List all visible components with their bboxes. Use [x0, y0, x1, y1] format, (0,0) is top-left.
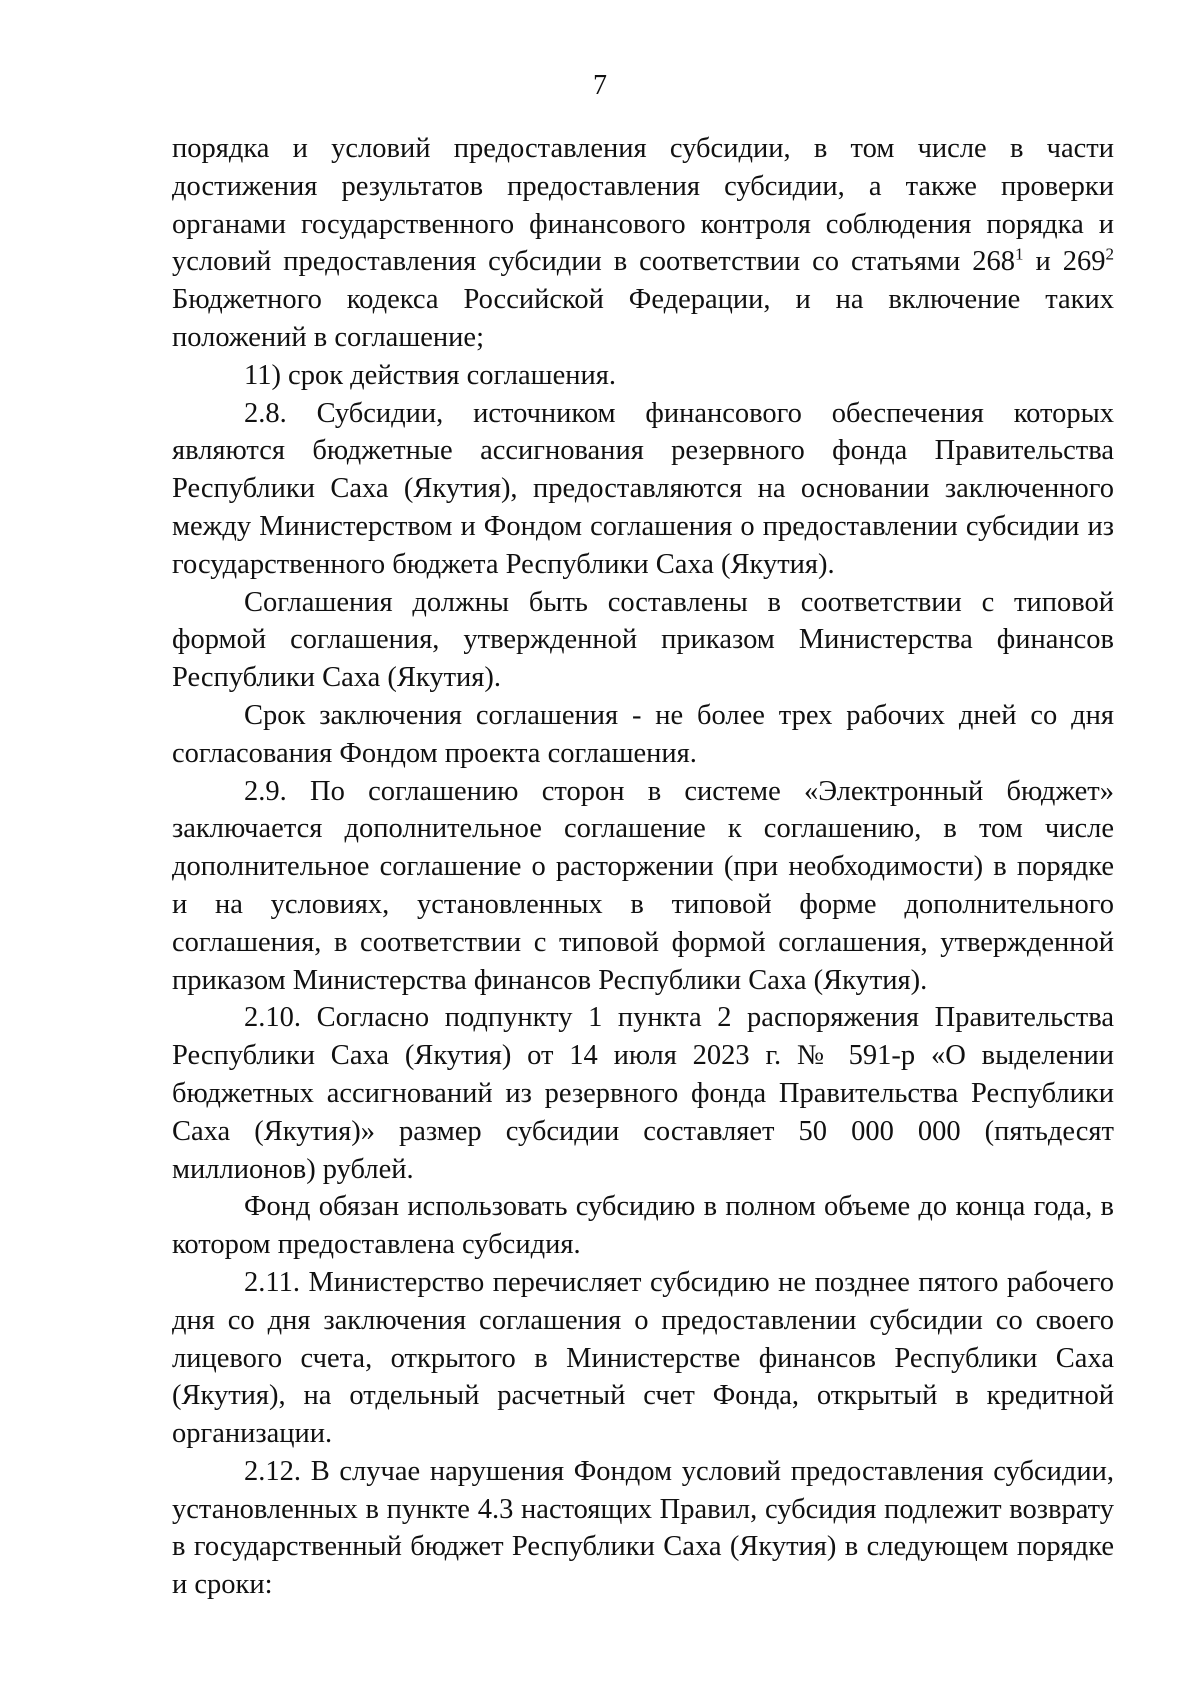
paragraph-text: 2.8. Субсидии, источником финансового обеспечения которых являются бюджетные ассигнования резервного фонда Правительства Республики Саха (Якутия), предоставляются на основании заключенного между Министерством и Фондом соглашения о предоставлении субсидии из государственного бюджета Республики Саха (Якутия).	[172, 397, 1114, 580]
paragraph	[172, 697, 1114, 773]
superscript: 2	[1105, 244, 1114, 264]
paragraph-text: Соглашения должны быть составлены в соответствии с типовой формой соглашения, утвержденной приказом Министерства финансов Республики Саха (Якутия).	[172, 586, 1114, 694]
paragraph	[172, 584, 1114, 697]
paragraph	[172, 1453, 1114, 1604]
page-number: 7	[593, 70, 607, 101]
paragraph	[172, 130, 1114, 357]
paragraph-text: Срок заключения соглашения - не более трех рабочих дней со дня согласования Фондом проекта соглашения.	[172, 699, 1114, 769]
paragraph-text: и 269	[1023, 246, 1106, 278]
paragraph	[172, 395, 1114, 584]
document-body	[172, 130, 1114, 1604]
paragraph-text: 2.11. Министерство перечисляет субсидию не позднее пятого рабочего дня со дня заключения соглашения о предоставлении субсидии со своего лицевого счета, открытого в Министерстве финансов Республики Саха (Якутия), на отдельный расчетный счет Фонда, открытый в кредитной организации.	[172, 1266, 1114, 1450]
paragraph-text: 2.10. Согласно подпункту 1 пункта 2 распоряжения Правительства Республики Саха (Якутия) от 14 июля 2023 г. № 591-р «О выделении бюджетных ассигнований из резервного фонда Правительства Республики Саха (Якутия)» размер субсидии составляет 50 000 000 (пятьдесят миллионов) рублей.	[172, 1002, 1114, 1185]
paragraph-text: порядка и условий предоставления субсидии, в том числе в части достижения результатов предоставления субсидии, а также проверки органами государственного финансового контроля соблюдения порядка и условий предоставления субсидии в соответствии со статьями 268	[172, 133, 1114, 278]
paragraph	[172, 1264, 1114, 1453]
paragraph-text: Бюджетного кодекса Российской Федерации, и на включение таких положений в соглашение;	[172, 284, 1114, 353]
paragraph	[172, 357, 1114, 395]
paragraph-text: 2.9. По соглашению сторон в системе «Электронный бюджет» заключается дополнительное соглашение к соглашению, в том числе дополнительное соглашение о расторжении (при необходимости) в порядке и на условиях, установленных в типовой форме дополнительного соглашения, в соответствии с типовой формой соглашения, утвержденной приказом Министерства финансов Республики Саха (Якутия).	[172, 775, 1114, 996]
paragraph-text: 2.12. В случае нарушения Фондом условий предоставления субсидии, установленных в пункте 4.3 настоящих Правил, субсидия подлежит возврату в государственный бюджет Республики Саха (Якутия) в следующем порядке и сроки:	[172, 1455, 1114, 1601]
paragraph	[172, 1188, 1114, 1264]
superscript: 1	[1014, 244, 1024, 264]
paragraph	[172, 773, 1114, 1000]
paragraph-text: Фонд обязан использовать субсидию в полном объеме до конца года, в котором предоставлена субсидия.	[172, 1191, 1114, 1261]
paragraph-text: 11) срок действия соглашения.	[244, 359, 616, 391]
paragraph	[172, 999, 1114, 1188]
